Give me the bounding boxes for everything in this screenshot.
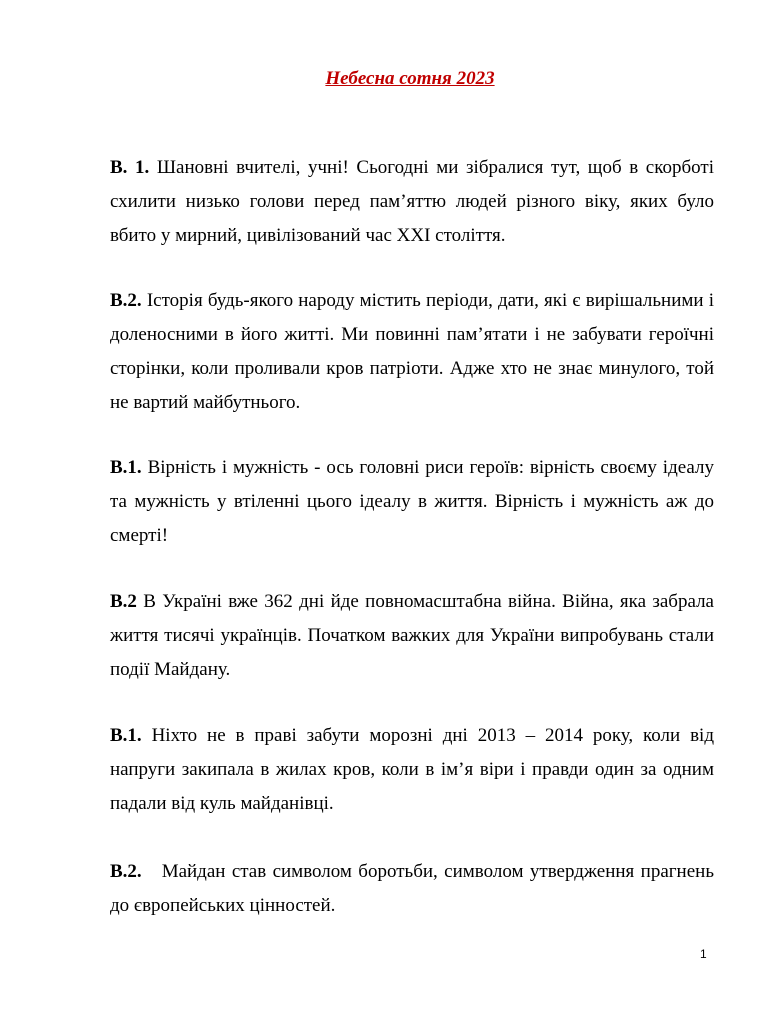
speaker-label: В.2. (110, 290, 142, 311)
speaker-label: В. 1. (110, 157, 150, 178)
paragraph-2 (110, 284, 714, 420)
paragraph-text: Історія будь-якого народу містить періоди, дати, які є вирішальними і доленосними в його житті. Ми повинні пам’ятати і не забувати героїчні сторінки, коли проливали кров патріоти. Адже хто не знає минулого, той не вартий майбутнього. (110, 290, 714, 413)
paragraph-text: Вірність і мужність - ось головні риси героїв: вірність своєму ідеалу та мужність у втіленні цього ідеалу в життя. Вірність і мужність аж до смерті! (110, 457, 714, 546)
paragraph-6 (110, 855, 714, 923)
document-title: Небесна сотня 2023 (325, 68, 495, 89)
speaker-label: В.1. (110, 725, 142, 746)
speaker-label: В.2. (110, 861, 142, 882)
paragraph-3 (110, 451, 714, 553)
paragraph-text: Шановні вчителі, учні! Сьогодні ми зібралися тут, щоб в скорботі схилити низько голови перед пам’яттю людей різного віку, яких було вбито у мирний, цивілізований час ХХІ століття. (110, 157, 714, 246)
page-number: 1 (700, 947, 707, 961)
paragraph-text: Ніхто не в праві забути морозні дні 2013 – 2014 року, коли від напруги закипала в жилах кров, коли в ім’я віри і правди один за одним падали від куль майданівці. (110, 725, 714, 814)
paragraph-4 (110, 585, 714, 687)
speaker-label: В.1. (110, 457, 142, 478)
paragraph-5 (110, 719, 714, 821)
paragraph-1 (110, 151, 714, 253)
paragraph-text: В Україні вже 362 дні йде повномасштабна війна. Війна, яка забрала життя тисячі українців. Початком важких для України випробувань стали події Майдану. (110, 591, 714, 680)
speaker-label: В.2 (110, 591, 137, 612)
paragraph-text: Майдан став символом боротьби, символом утвердження прагнень до європейських цінностей. (110, 861, 714, 916)
